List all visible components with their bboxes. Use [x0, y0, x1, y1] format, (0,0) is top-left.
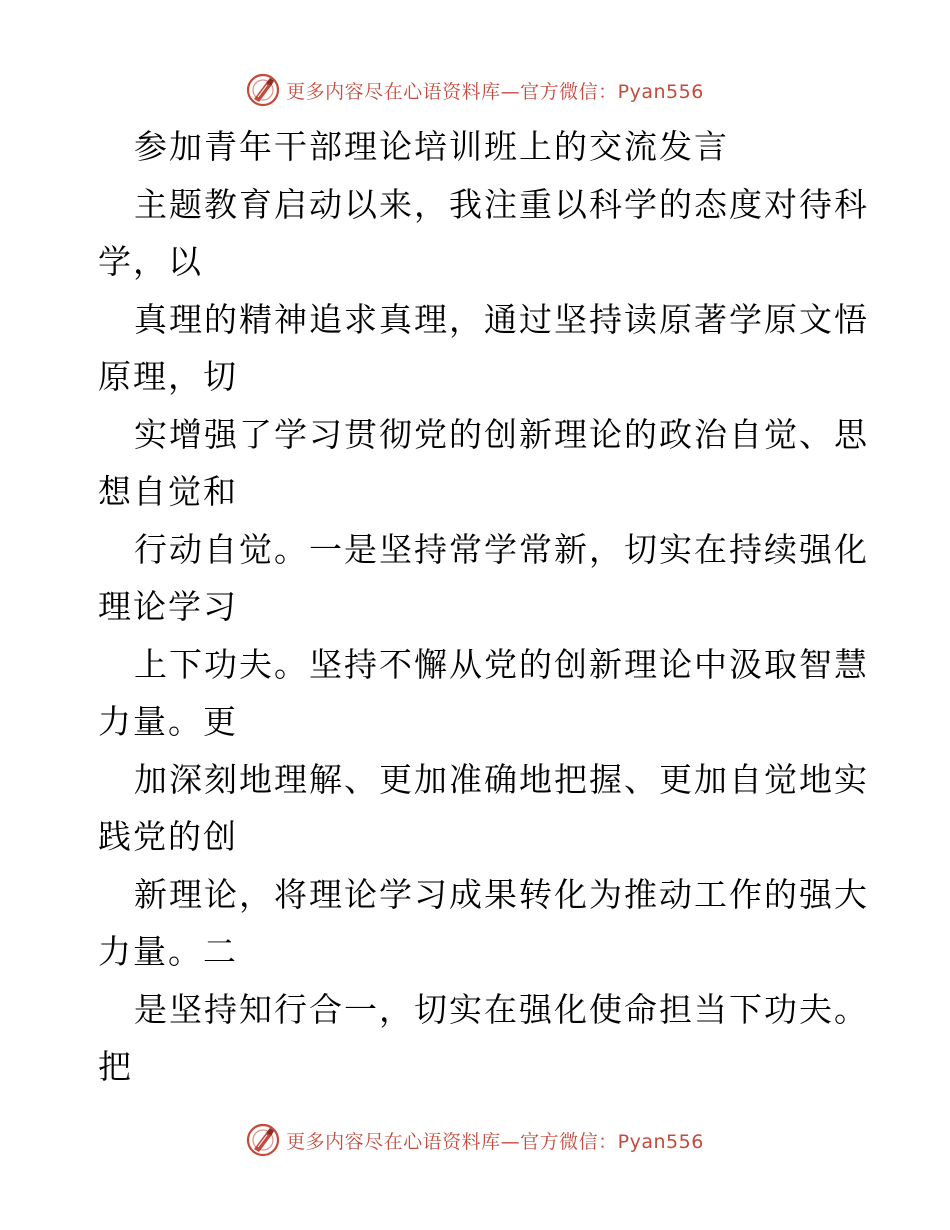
document-body — [98, 118, 869, 1096]
document-line: 想自觉和 — [98, 472, 238, 511]
document-line: 原理，切 — [98, 357, 238, 396]
document-line: 践党的创 — [98, 817, 238, 856]
document-line: 真理的精神追求真理，通过坚持读原著学原文悟 — [134, 299, 869, 339]
document-line: 行动自觉。一是坚持常学常新，切实在持续强化 — [134, 529, 869, 569]
document-line: 实增强了学习贯彻党的创新理论的政治自觉、思 — [134, 414, 869, 454]
document-line: 主题教育启动以来，我注重以科学的态度对待科 — [134, 184, 869, 224]
document-line: 参加青年干部理论培训班上的交流发言 — [134, 127, 729, 166]
document-line: 加深刻地理解、更加准确地把握、更加自觉地实 — [134, 759, 869, 799]
header-watermark-banner — [0, 70, 950, 110]
document-line: 新理论，将理论学习成果转化为推动工作的强大 — [134, 874, 869, 914]
document-line: 理论学习 — [98, 587, 238, 626]
document-line: 力量。更 — [98, 702, 238, 741]
fountain-pen-logo-icon — [246, 1123, 280, 1157]
fountain-pen-logo-icon — [246, 73, 280, 107]
document-line: 学，以 — [98, 242, 203, 281]
header-watermark-text: 更多内容尽在心语资料库—官方微信：Pyan556 — [286, 80, 704, 103]
footer-watermark-text: 更多内容尽在心语资料库—官方微信：Pyan556 — [286, 1130, 704, 1153]
document-line: 把 — [98, 1047, 133, 1086]
document-line: 上下功夫。坚持不懈从党的创新理论中汲取智慧 — [134, 644, 869, 684]
document-line: 是坚持知行合一，切实在强化使命担当下功夫。 — [134, 989, 869, 1029]
footer-watermark-banner — [0, 1120, 950, 1160]
document-line: 力量。二 — [98, 932, 238, 971]
